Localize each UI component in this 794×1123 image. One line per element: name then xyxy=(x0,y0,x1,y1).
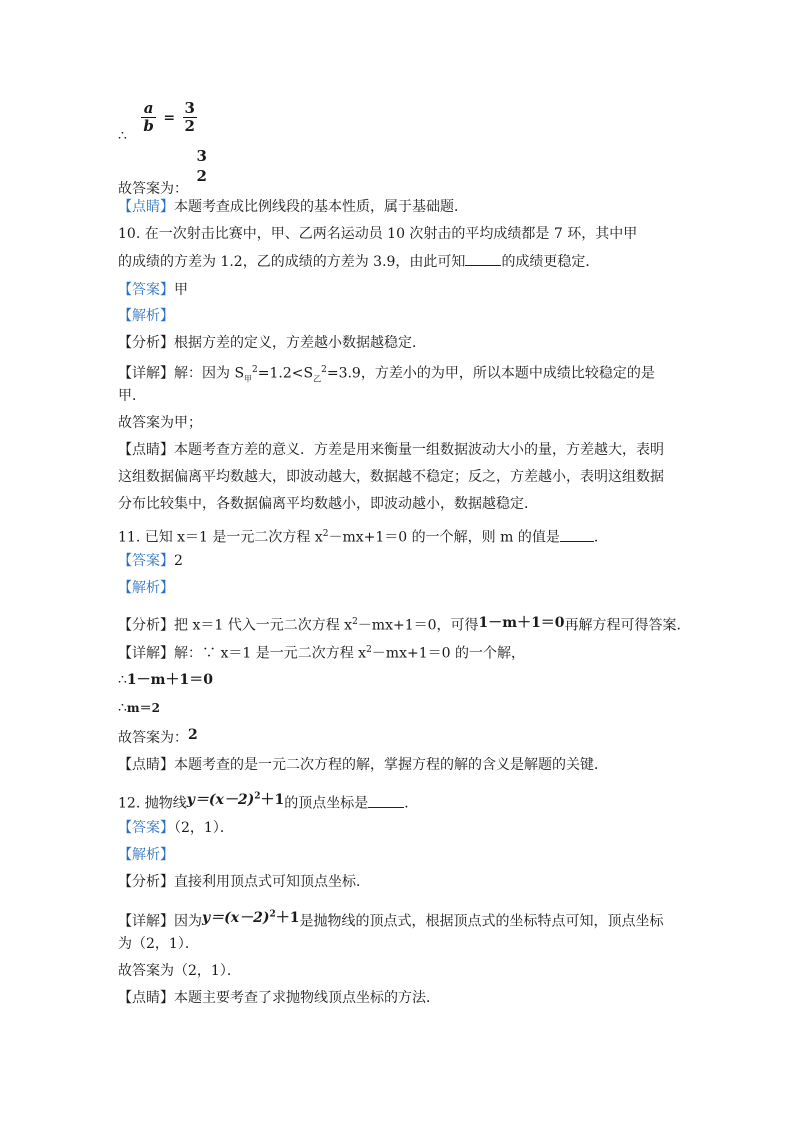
answer-blank xyxy=(368,794,404,808)
document-page: ∴ $\frac{a}{b}$ = $\frac{3}{2}$ 故答案为： 3 2 【点睛】本题考查成比例线段的基本性质，属于基础题． 10. 在一次射击比赛中，甲、乙两名运动员 10 次射击的平均成绩都是 7 环，其中甲 的成绩的方差为 1.2，乙的成绩的方差为 3.9，由此可知 的成绩更稳定． 【答案】甲 【解析】 【分析】根据方差的定义，方差越小数据越稳定． 【详解】解：因为 $S_甲^2=1.2<S_乙^2=3.9$，方差小的为甲，所以本题中成绩比较稳定的是 甲． 故答案为甲； 【点睛】本题考查方差的意义．方差是用来衡量一组数据波动大小的量，方差越大，表明 这组数据偏离平均数越大，即波动越大，数据越不稳定；反之，方差越小，表明这组数据 分布比较集中，各数据偏离平均数越小，即波动越小，数据越稳定． 11. 已知 x＝1 是一元二次方程 $x^2-mx+1=0$ 的一个解，则 m 的值是 ． 【答案】2 【解析】 【分析】把 x＝1 代入一元二次方程 $x^2-mx+1=0$，可得1－m＋1＝0再解方程可得答案． 【详解】解：∵ x＝1 是一元二次方程 $x^2-mx+1=0$ 的一个解， ∴1－m＋1＝0 ∴m＝2 故答案为：2 【点睛】本题考查的是一元二次方程的解，掌握方程的解的含义是解题的关键． 12. 抛物线$y=(x-2)^2+1$的顶点坐标是 ． 【答案】（2，1）． 【解析】 【分析】直接利用顶点式可知顶点坐标． 【详解】因为$y=(x-2)^2+1$是抛物线的顶点式，根据顶点式的坐标特点可知，顶点坐标 为（2，1）． 故答案为（2，1）． 【点睛】本题主要考查了求抛物线顶点坐标的方法． xyxy=(118,99,691,1006)
analysis-heading: 【解析】 xyxy=(118,847,174,863)
step-1: ∴1－m＋1＝0 xyxy=(118,672,213,688)
question-10: 10. 在一次射击比赛中，甲、乙两名运动员 10 次射击的平均成绩都是 7 环，其中甲 xyxy=(118,226,638,242)
final-answer: 故答案为甲； xyxy=(118,415,202,431)
analysis-heading: 【解析】 xyxy=(118,580,174,596)
answer-line: 故答案为： 3 2 xyxy=(118,147,207,197)
answer-blank xyxy=(465,252,501,266)
answer-blank xyxy=(560,528,594,542)
answer-row: 【答案】2 xyxy=(118,553,183,569)
fenxi-row: 【分析】把 x＝1 代入一元二次方程 $x^2-mx+1=0$，可得1－m＋1＝0再解方程可得答案． xyxy=(118,614,691,634)
comment-row: 【点睛】本题主要考查了求抛物线顶点坐标的方法． xyxy=(118,990,440,1006)
final-answer: 故答案为：2 xyxy=(118,727,198,746)
question-12: 12. 抛物线$y=(x-2)^2+1$的顶点坐标是 ． xyxy=(118,791,419,812)
analysis-heading: 【解析】 xyxy=(118,308,174,324)
ratio-equation: ∴ $\frac{a}{b}$ = $\frac{3}{2}$ xyxy=(118,99,195,144)
comment-row: 【点睛】本题考查方差的意义．方差是用来衡量一组数据波动大小的量，方差越大，表明 xyxy=(118,442,664,458)
answer-row: 【答案】甲 xyxy=(118,282,188,298)
final-answer: 故答案为（2，1）． xyxy=(118,963,241,979)
fenxi-row: 【分析】直接利用顶点式可知顶点坐标． xyxy=(118,874,370,890)
answer-fraction: 3 2 xyxy=(196,147,207,185)
answer-row: 【答案】（2，1）． xyxy=(118,820,234,836)
detail-row: 【详解】解：∵ x＝1 是一元二次方程 $x^2-mx+1=0$ 的一个解， xyxy=(118,645,525,662)
question-11: 11. 已知 x＝1 是一元二次方程 $x^2-mx+1=0$ 的一个解，则 m 的值是 ． xyxy=(118,529,608,546)
therefore-symbol: ∴ xyxy=(118,127,127,144)
comment-tag: 【点睛】 xyxy=(118,199,174,215)
fenxi-row: 【分析】根据方差的定义，方差越小数据越稳定． xyxy=(118,335,426,351)
detail-row: 【详解】解：因为 $S_甲^2=1.2<S_乙^2=3.9$，方差小的为甲，所以本题中成绩比较稳定的是 xyxy=(118,365,655,384)
fraction-3-over-2: $\frac{3}{2}$ xyxy=(184,99,195,135)
parabola-equation: $y=(x-2)^2+1$ xyxy=(202,909,300,926)
comment-line: 【点睛】本题考查成比例线段的基本性质，属于基础题． xyxy=(118,199,468,215)
question-10-line2: 的成绩的方差为 1.2，乙的成绩的方差为 3.9，由此可知 的成绩更稳定． xyxy=(118,254,600,270)
fraction-a-over-b: $\frac{a}{b}$ xyxy=(143,99,154,135)
comment-row: 【点睛】本题考查的是一元二次方程的解，掌握方程的解的含义是解题的关键． xyxy=(118,757,608,773)
parabola-equation: $y=(x-2)^2+1$ xyxy=(186,791,285,808)
step-2: ∴m＝2 xyxy=(118,700,160,716)
detail-row: 【详解】因为$y=(x-2)^2+1$是抛物线的顶点式，根据顶点式的坐标特点可知，顶点坐标 xyxy=(118,909,664,930)
